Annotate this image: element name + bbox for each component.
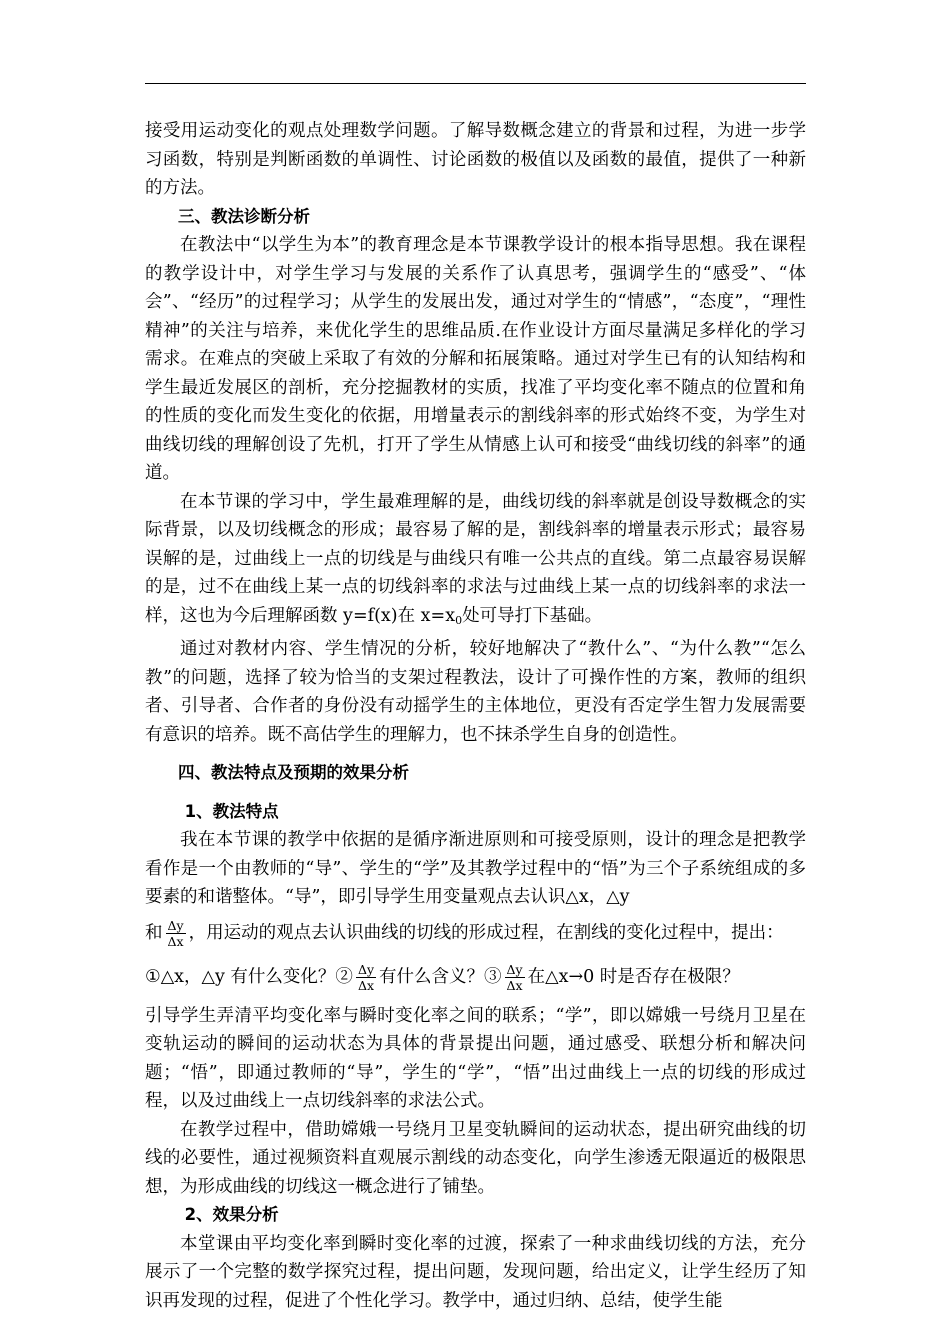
header-rule	[145, 83, 806, 84]
heading-section-3: 三、教法诊断分析	[178, 206, 310, 226]
fraction-denominator: Δx	[506, 978, 523, 993]
text-segment: ①△x，△y 有什么变化？②	[145, 967, 353, 988]
heading-subsection-2: 2、效果分析	[184, 1205, 279, 1224]
paragraph-process: 在教学过程中，借助嫦娥一号绕月卫星变轨瞬间的运动状态，提出研究曲线的切线的必要性，通过视频资料直观展示割线的动态变化，向学生渗透无限逼近的极限思想，为形成曲线的切线这一概念进行了铺垫。	[145, 1119, 806, 1197]
fraction-denominator: Δx	[357, 978, 375, 993]
fraction-dy-dx	[356, 962, 376, 993]
subscript-zero: 0	[455, 613, 463, 627]
document-body	[145, 117, 806, 1315]
fraction-dy-dx	[505, 962, 525, 993]
heading-section-4: 四、教法特点及预期的效果分析	[178, 763, 409, 782]
text-segment: 在△x→0 时是否存在极限？	[527, 967, 740, 988]
text-segment: 和	[145, 923, 163, 944]
math-line-1	[145, 914, 806, 954]
paragraph-effect-analysis: 本堂课由平均变化率到瞬时变化率的过渡，探索了一种求曲线切线的方法，充分展示了一个完整的数学探究过程，提出问题，发现问题，给出定义，让学生经历了知识再发现的过程，促进了个性化学习。教学中，通过归纳、总结，使学生能	[145, 1233, 806, 1311]
paragraph-teaching-philosophy: 在教法中“以学生为本”的教育理念是本节课教学设计的根本指导思想。我在课程的教学设计中，对学生学习与发展的关系作了认真思考，强调学生的“感受”、“体会”、“经历”的过程学习；从学生的发展出发，通过对学生的“情感”，“态度”，“理性精神”的关注与培养，来优化学生的思维品质.在作业设计方面尽量满足多样化的学习需求。在难点的突破上采取了有效的分解和拓展策略。通过对学生已有的认知结构和学生最近发展区的剖析，充分挖掘教材的实质，找准了平均变化率不随点的位置和角的性质的变化而发生变化的依据，用增量表示的割线斜率的形式始终不变，为学生对曲线切线的理解创设了先机，打开了学生从情感上认可和接受“曲线切线的斜率”的通道。	[145, 235, 806, 483]
text-segment: 在本节课的学习中，学生最难理解的是，曲线切线的斜率就是创设导数概念的实际背景，以及切线概念的形成；最容易了解的是，割线斜率的增量表示形式；最容易误解的是，过曲线上一点的切线是与曲线只有唯一公共点的直线。第二点最容易误解的是，过不在曲线上某一点的切线斜率的求法与过曲线上某一点的切线斜率的求法一样，这也为今后理解函数 y=f(x)在 x=x	[145, 491, 806, 626]
heading-subsection-1: 1、教法特点	[184, 801, 279, 821]
paragraph-guidance: 引导学生弄清平均变化率与瞬时变化率之间的联系；“学”，即以嫦娥一号绕月卫星在变轨运动的瞬间的运动状态为具体的背景提出问题，通过感受、联想分析和解决问题；“悟”，即通过教师的“导”，学生的“学”，“悟”出过曲线上一点的切线的形成过程，以及过曲线上一点切线斜率的求法公式。	[145, 1005, 806, 1111]
text-segment: ，用运动的观点去认识曲线的切线的形成过程，在割线的变化过程中，提出：	[188, 923, 784, 944]
fraction-numerator: Δy	[167, 918, 184, 933]
math-line-2	[145, 954, 806, 1002]
fraction-denominator: Δx	[167, 934, 184, 949]
paragraph-analysis-summary: 通过对教材内容、学生情况的分析，较好地解决了“教什么”、“为什么教”“怎么教”的问题，选择了较为恰当的支架过程教法，设计了可操作性的方案，教师的组织者、引导者、合作者的身份没有动摇学生的主体地位，更没有否定学生智力发展需要有意识的培养。既不高估学生的理解力，也不抹杀学生自身的创造性。	[145, 639, 806, 745]
fraction-numerator: Δy	[506, 962, 523, 977]
paragraph-intro: 接受用运动变化的观点处理数学问题。了解导数概念建立的背景和过程，为进一步学习函数，特别是判断函数的单调性、讨论函数的极值以及函数的最值，提供了一种新的方法。	[145, 121, 806, 198]
paragraph-difficulties	[145, 488, 806, 636]
fraction-dy-dx	[166, 918, 186, 949]
text-segment: 处可导打下基础。	[462, 605, 603, 626]
fraction-numerator: Δy	[357, 962, 375, 977]
paragraph-teaching-features: 我在本节课的教学中依据的是循序渐进原则和可接受原则，设计的理念是把教学看作是一个由教师的“导”、学生的“学”及其教学过程中的“悟”为三个子系统组成的多要素的和谐整体。“导”，即引导学生用变量观点去认识△x，△y	[145, 830, 806, 907]
text-segment: 有什么含义？③	[379, 967, 502, 988]
